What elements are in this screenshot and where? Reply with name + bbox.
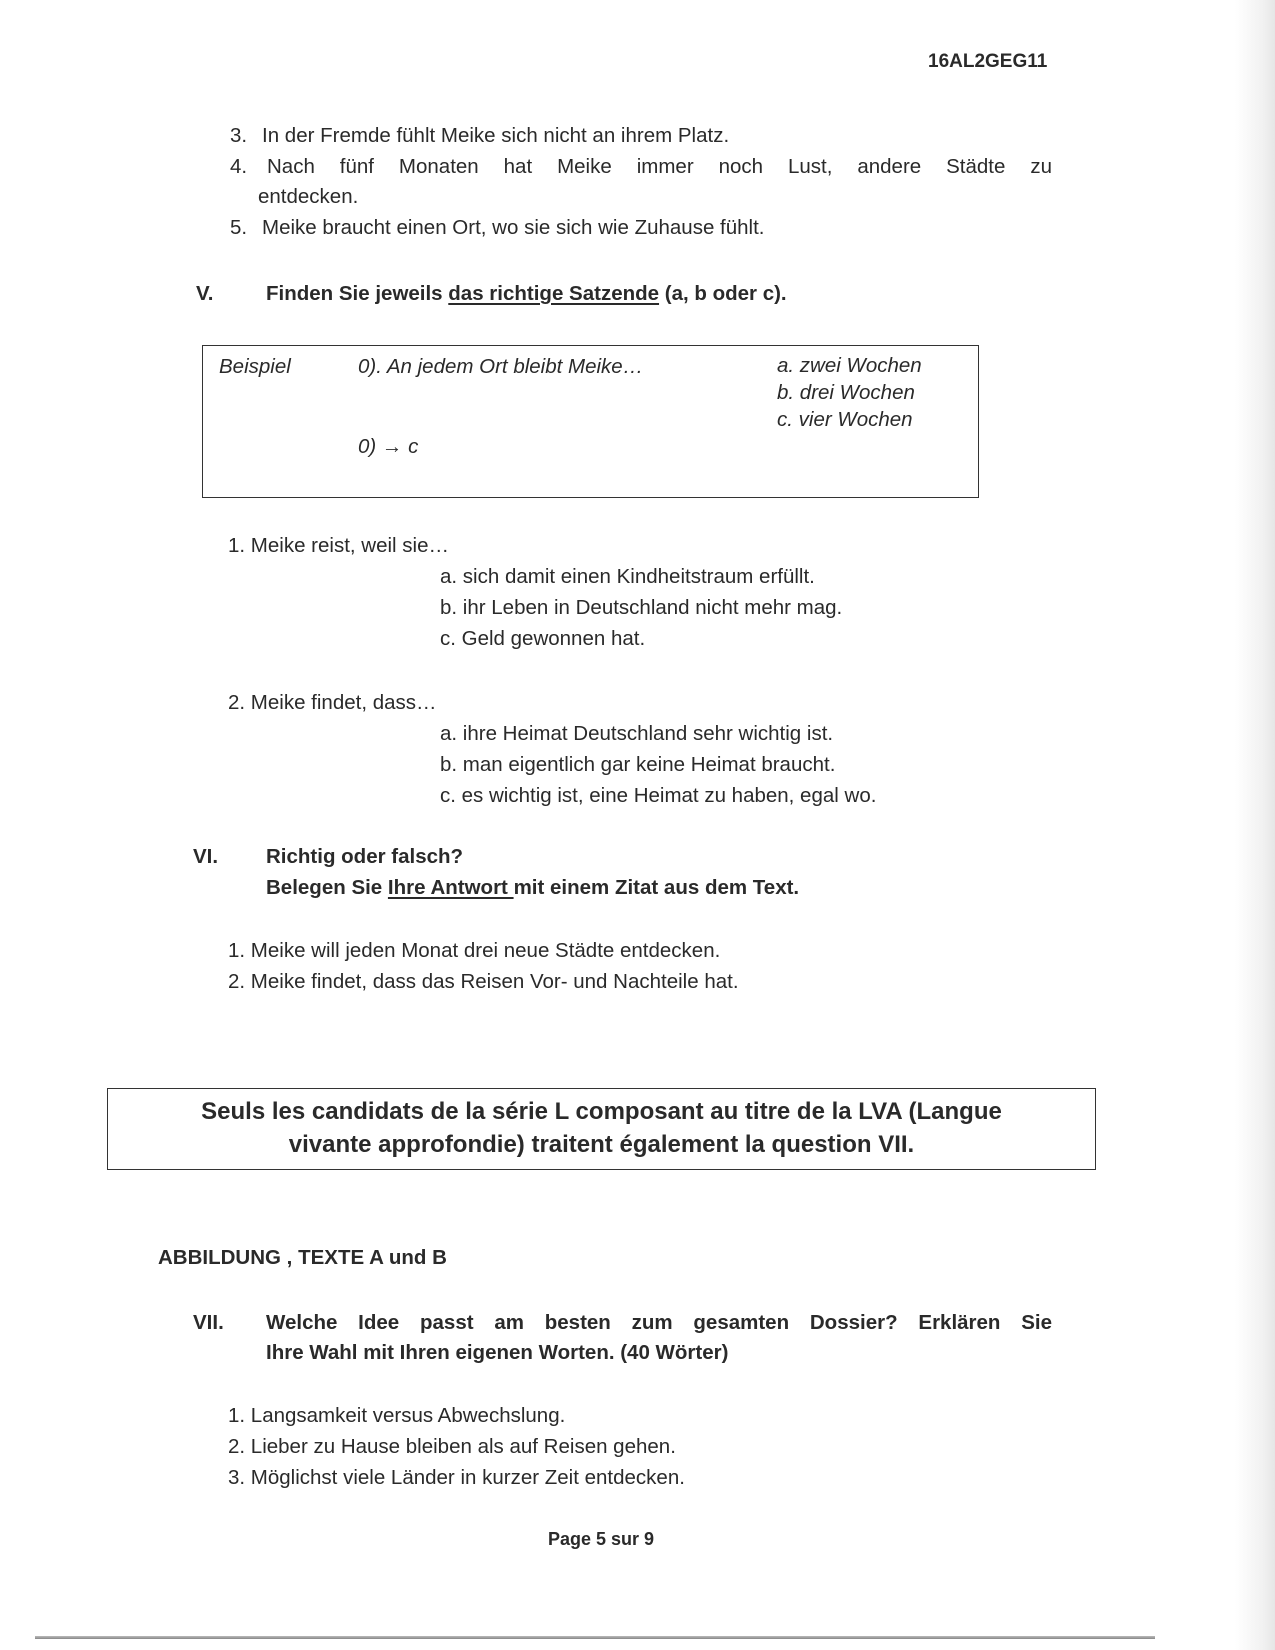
- list-item-text-continued: entdecken.: [258, 185, 359, 208]
- answer-option: a. sich damit einen Kindheitstraum erfüllt.: [440, 565, 815, 588]
- page-number: Page 5 sur 9: [548, 1529, 655, 1549]
- list-item-text: In der Fremde fühlt Meike sich nicht an ihrem Platz.: [262, 124, 730, 147]
- answer-option: c. Geld gewonnen hat.: [440, 627, 646, 650]
- answer-option: c. es wichtig ist, eine Heimat zu haben, egal wo.: [440, 784, 877, 807]
- section-vi-title: Richtig oder falsch?: [266, 845, 464, 868]
- section-vii-heading: ABBILDUNG , TEXTE A und B: [158, 1246, 447, 1269]
- example-option: b. drei Wochen: [777, 381, 915, 404]
- example-option: c. vier Wochen: [777, 408, 913, 431]
- section-vii-number: VII.: [193, 1311, 224, 1334]
- example-options: [777, 352, 922, 433]
- example-answer: 0) → c: [358, 435, 419, 458]
- statement-item: 2. Meike findet, dass das Reisen Vor- und Nachteile hat.: [228, 970, 739, 993]
- list-item-number: 5.: [230, 216, 248, 239]
- list-item-number: 3.: [230, 124, 248, 147]
- statement-item: 1. Meike will jeden Monat drei neue Städte entdecken.: [228, 939, 721, 962]
- list-item-text: Meike braucht einen Ort, wo sie sich wie Zuhause fühlt.: [262, 216, 765, 239]
- section-vii-question-continued: Ihre Wahl mit Ihren eigenen Worten. (40 Wörter): [266, 1341, 729, 1364]
- instruction-underlined: das richtige Satzende: [448, 282, 660, 305]
- example-box: [202, 345, 979, 498]
- notice-line: Seuls les candidats de la série L composant au titre de la LVA (Langue: [201, 1098, 1002, 1125]
- section-vii-question: Welche Idee passt am besten zum gesamten Dossier? Erklären Sie: [266, 1311, 1052, 1334]
- answer-option: a. ihre Heimat Deutschland sehr wichtig ist.: [440, 722, 834, 745]
- example-option: a. zwei Wochen: [777, 354, 922, 377]
- question-stem: 2. Meike findet, dass…: [228, 691, 437, 714]
- idea-option: 2. Lieber zu Hause bleiben als auf Reisen gehen.: [228, 1435, 676, 1458]
- answer-option: b. ihr Leben in Deutschland nicht mehr mag.: [440, 596, 843, 619]
- document-code: 16AL2GEG11: [928, 51, 1048, 72]
- list-item-number: 4.: [230, 155, 248, 178]
- list-item-text: Nach fünf Monaten hat Meike immer noch Lust, andere Städte zu: [267, 155, 1052, 178]
- question-stem: 1. Meike reist, weil sie…: [228, 534, 450, 557]
- idea-option: 3. Möglichst viele Länder in kurzer Zeit entdecken.: [228, 1466, 685, 1489]
- section-vi-instruction: [266, 873, 799, 903]
- notice-line: vivante approfondie) traitent également la question VII.: [288, 1131, 915, 1158]
- example-label: Beispiel: [219, 355, 291, 378]
- section-v-instruction: [266, 279, 787, 309]
- instruction-underlined: Ihre Antwort: [387, 876, 514, 899]
- instruction-text: mit einem Zitat aus dem Text.: [513, 876, 800, 899]
- instruction-text: (a, b oder c).: [659, 282, 787, 305]
- idea-option: 1. Langsamkeit versus Abwechslung.: [228, 1404, 566, 1427]
- instruction-text: Belegen Sie: [266, 876, 388, 899]
- lva-notice-box: [107, 1088, 1096, 1170]
- instruction-text: Finden Sie jeweils: [266, 282, 449, 305]
- example-stem: 0). An jedem Ort bleibt Meike…: [358, 355, 644, 378]
- scan-edge-shadow: [1235, 0, 1275, 1650]
- section-v-number: V.: [196, 282, 214, 305]
- section-vi-number: VI.: [193, 845, 219, 868]
- scan-bottom-edge: [35, 1636, 1155, 1639]
- answer-option: b. man eigentlich gar keine Heimat braucht.: [440, 753, 836, 776]
